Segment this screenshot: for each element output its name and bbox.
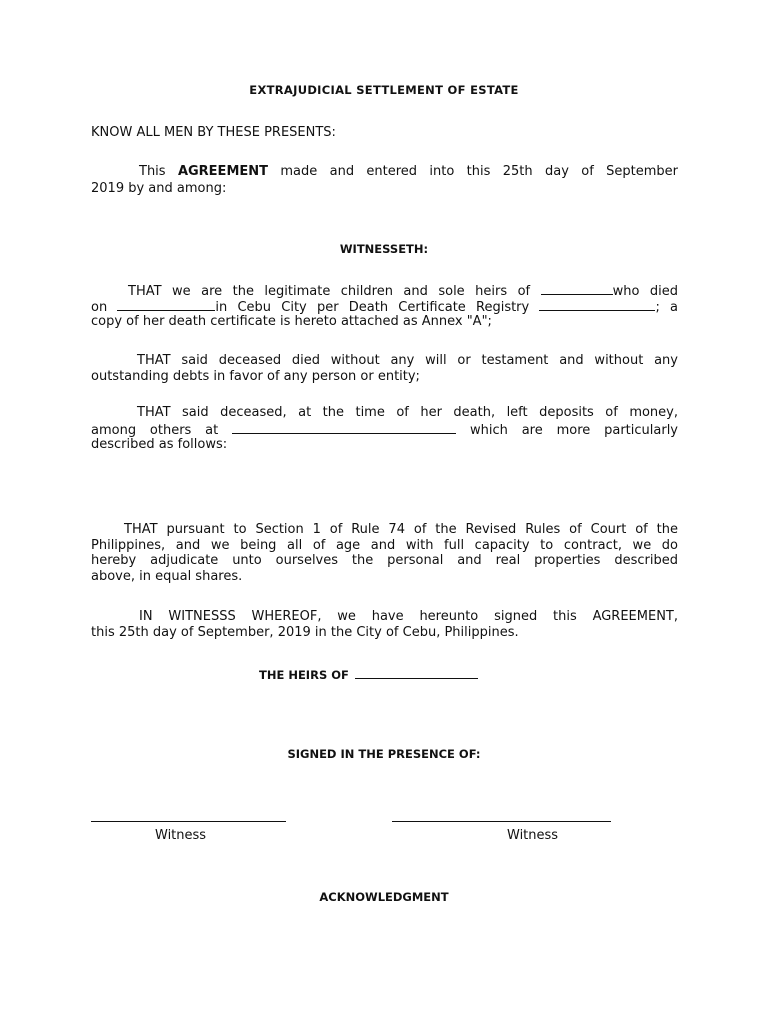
deposits-text: among others at [91,423,219,438]
heirs-paragraph-line-2 [91,298,678,315]
acknowledgment-heading: ACKNOWLEDGMENT [319,890,449,904]
adjudication-paragraph-line-4: above, in equal shares. [91,569,243,584]
deposits-paragraph-line-1: THAT said deceased, at the time of her death, left deposits of money, [137,405,678,420]
witness-label-left: Witness [155,828,207,843]
heirs-text: in Cebu City per Death Certificate Registry [215,300,530,315]
heirs-text: who died [612,284,679,299]
heirs-of-label: THE HEIRS OF [259,668,349,682]
witness-label-right: Witness [507,828,559,843]
witnesseth-heading: WITNESSETH: [339,242,429,256]
deposits-paragraph-line-3: described as follows: [91,437,228,452]
adjudication-paragraph-line-3: hereby adjudicate unto ourselves the personal and real properties described [91,553,678,568]
heirs-text: ; a [655,300,679,315]
heirs-of-blank[interactable] [355,666,478,679]
adjudication-paragraph-line-2: Philippines, and we being all of age and with full capacity to contract, we do [91,538,678,553]
registry-number-blank[interactable] [539,298,655,311]
document-title: EXTRAJUDICIAL SETTLEMENT OF ESTATE [249,83,519,97]
witness-signature-line-right[interactable] [392,821,611,822]
heirs-of-heading [259,666,478,682]
heirs-text: THAT we are the legitimate children and sole heirs of [128,284,531,299]
death-date-blank[interactable] [117,298,215,311]
deposits-paragraph-line-2 [91,421,678,438]
agreement-text: This [139,164,166,179]
bank-name-blank[interactable] [232,421,456,434]
agreement-paragraph-line-1 [139,164,678,179]
agreement-paragraph-line-2: 2019 by and among: [91,181,227,196]
heirs-paragraph-line-3: copy of her death certificate is hereto attached as Annex "A"; [91,314,492,329]
witness-whereof-line-1: IN WITNESSS WHEREOF, we have hereunto signed this AGREEMENT, [139,609,678,624]
deposits-text: which are more particularly [469,423,678,438]
adjudication-paragraph-line-1: THAT pursuant to Section 1 of Rule 74 of the Revised Rules of Court of the [124,522,678,537]
deceased-name-blank[interactable] [541,282,613,295]
witness-whereof-line-2: this 25th day of September, 2019 in the City of Cebu, Philippines. [91,625,519,640]
signed-presence-heading: SIGNED IN THE PRESENCE OF: [287,747,481,761]
heirs-text: on [91,300,108,315]
agreement-bold: AGREEMENT [177,164,269,179]
heirs-paragraph-line-1 [128,282,678,299]
witness-signature-line-left[interactable] [91,821,286,822]
no-will-paragraph-line-2: outstanding debts in favor of any person or entity; [91,369,420,384]
no-will-paragraph-line-1: THAT said deceased died without any will or testament and without any [137,353,678,368]
intro-line: KNOW ALL MEN BY THESE PRESENTS: [91,125,336,140]
agreement-text: made and entered into this 25th day of September [280,164,678,179]
